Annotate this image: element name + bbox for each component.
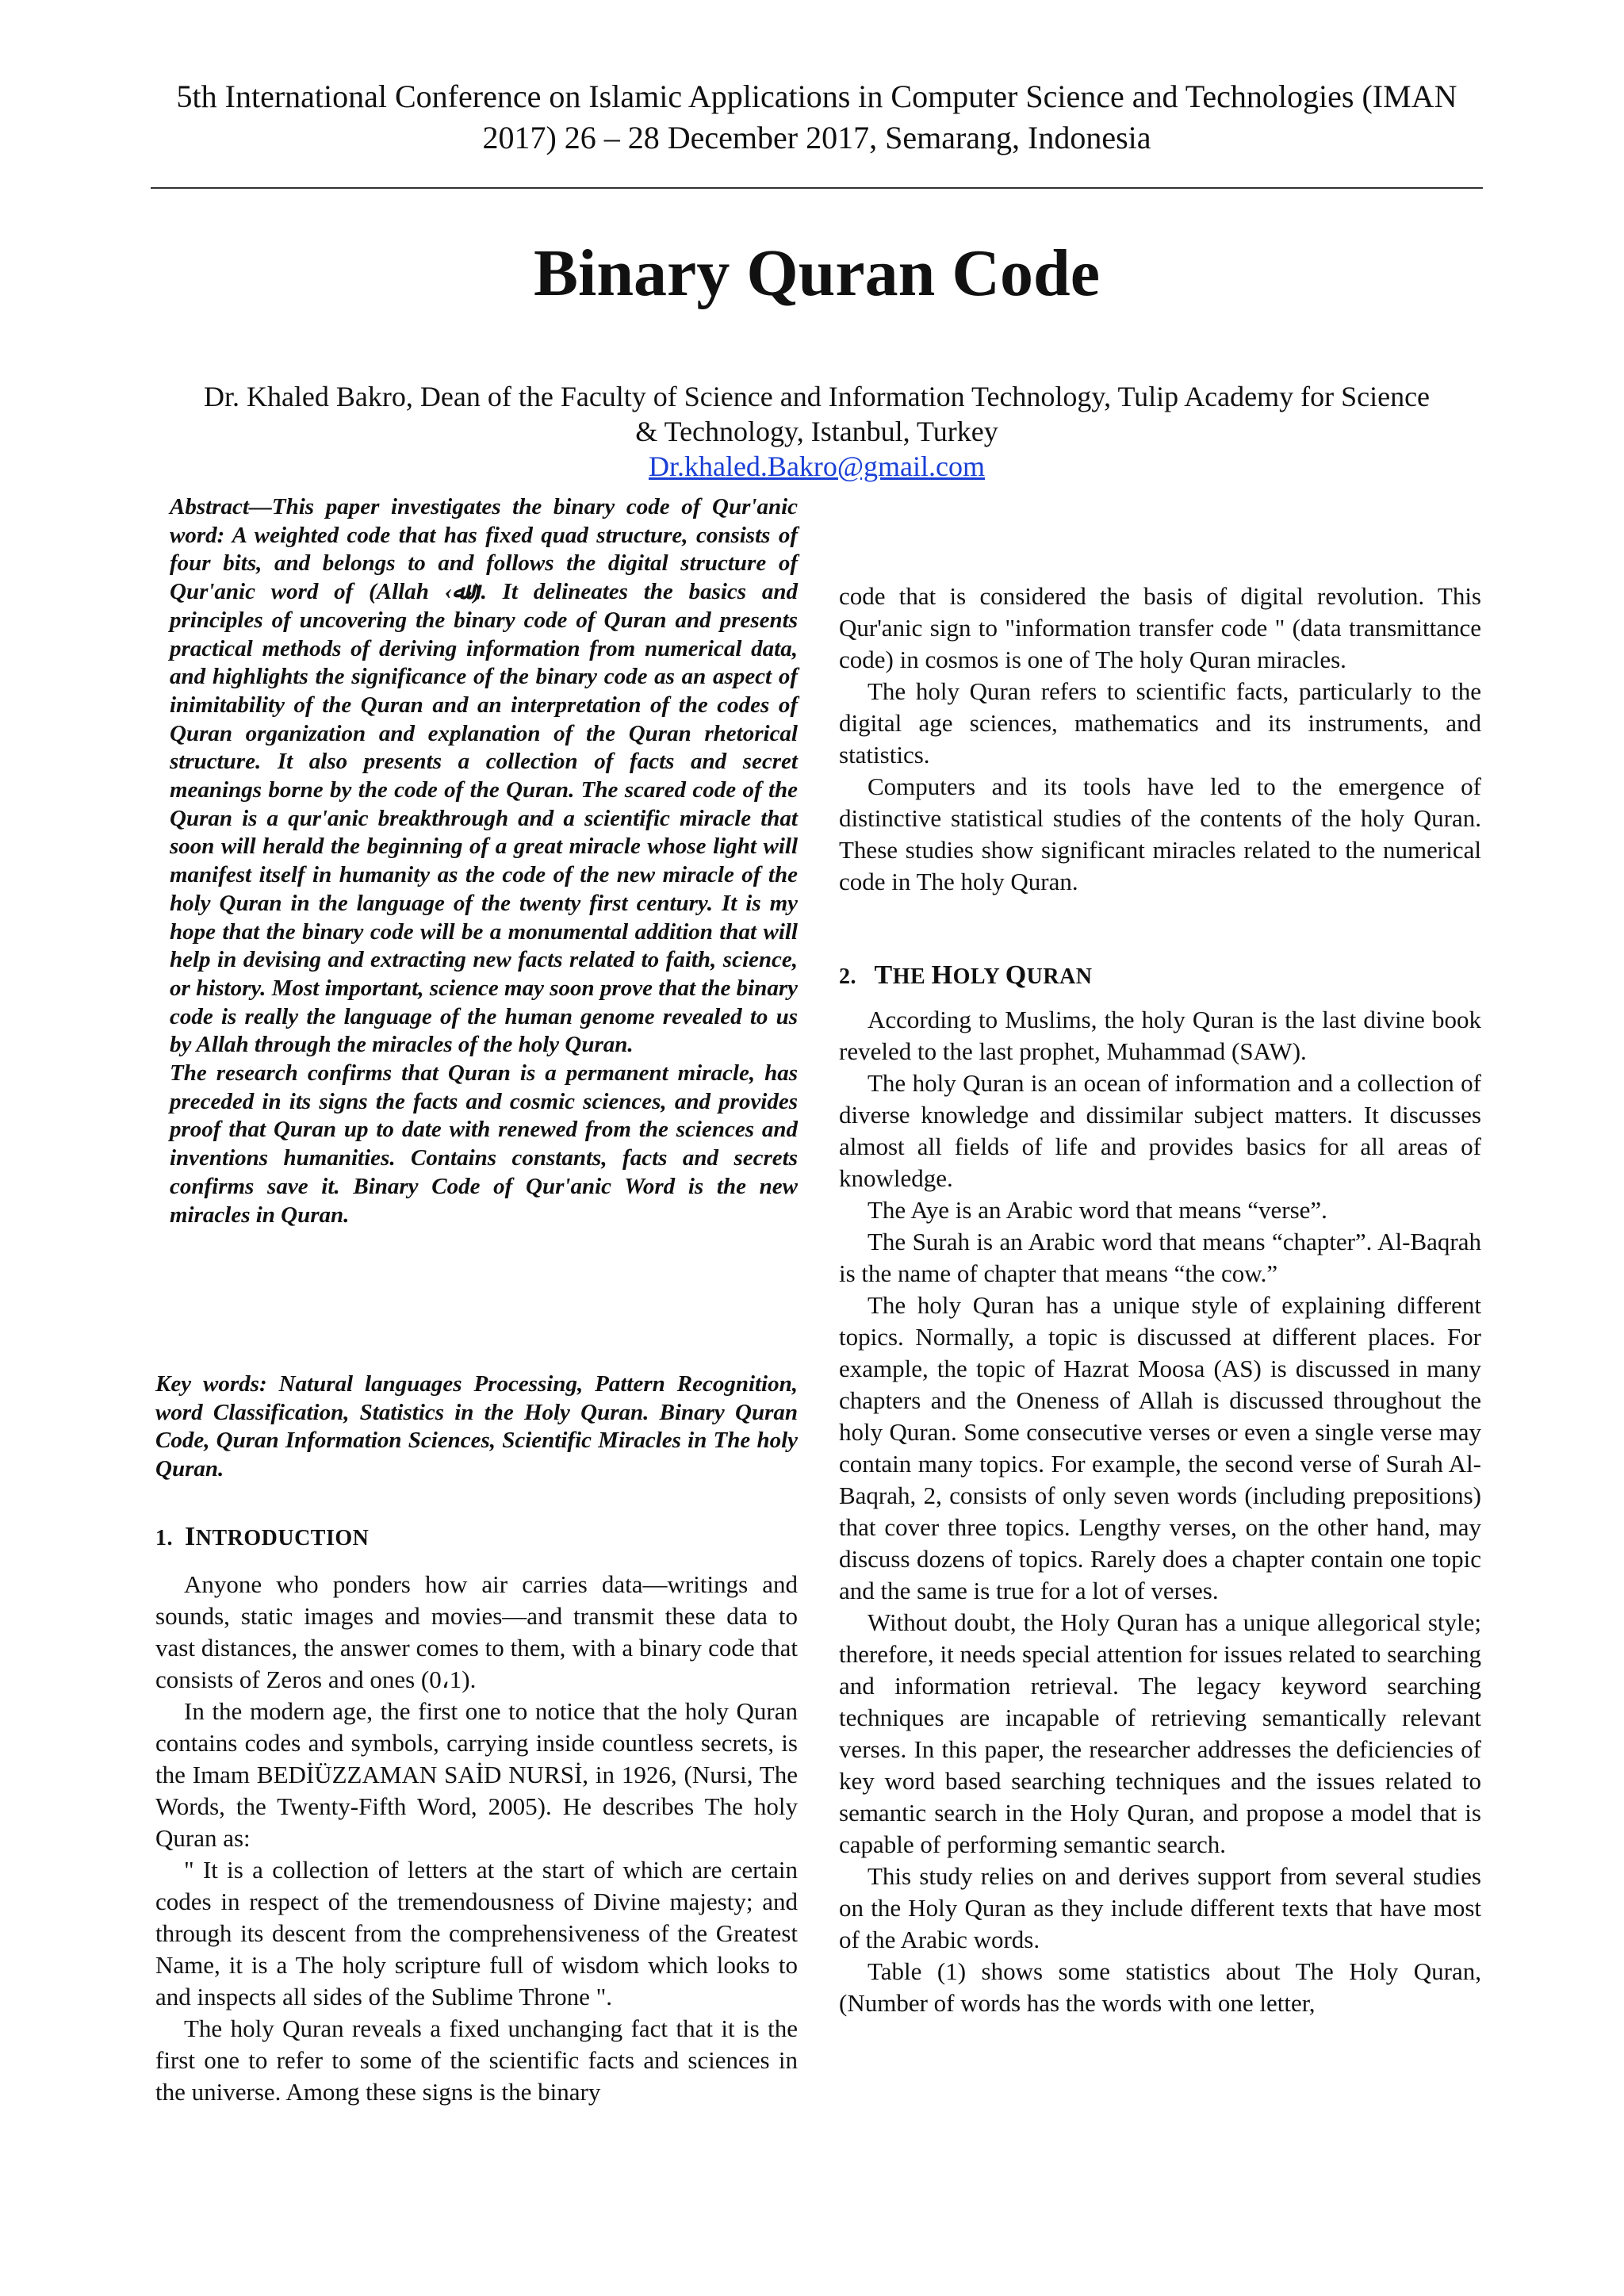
- section-heading-holy-quran: 2. THE HOLY QURAN: [839, 960, 1093, 990]
- body-paragraph: Anyone who ponders how air carries data—writings and sounds, static images and movies—and transmit these data to vast distances, the answer comes to them, with a binary code that consists of Zeros and ones (0،1).: [155, 1570, 798, 1693]
- author-affiliation-line1: Dr. Khaled Bakro, Dean of the Faculty of Science and Information Technology, Tulip Academy for Science: [203, 381, 1431, 412]
- body-paragraph: Computers and its tools have led to the emergence of distinctive statistical studies of the contents of the holy Quran. These studies show significant miracles related to the numerical code in The holy Quran.: [839, 772, 1481, 895]
- conference-header-line2: 2017) 26 – 28 December 2017, Semarang, Indonesia: [482, 120, 1151, 155]
- abstract-paragraph: The research confirms that Quran is a permanent miracle, has preceded in its signs the facts and cosmic sciences, and provides proof that Quran up to date with renewed from the sciences and inventions humanities. Contains constants, facts and secrets confirms save it. Binary Code of Qur'anic Word is the new miracles in Quran.: [170, 1060, 798, 1228]
- holy-quran-section: [839, 960, 1481, 2019]
- author-affiliation-line2: & Technology, Istanbul, Turkey: [635, 416, 998, 447]
- header-divider: [151, 187, 1483, 189]
- conference-header-line1: 5th International Conference on Islamic Applications in Computer Science and Technologies (IMAN: [176, 79, 1457, 114]
- body-paragraph: The Surah is an Arabic word that means “chapter”. Al-Baqrah is the name of chapter that means “the cow.”: [839, 1228, 1481, 1287]
- body-paragraph: Without doubt, the Holy Quran has a unique allegorical style; therefore, it needs special attention for issues related to searching and information retrieval. The legacy keyword searching techniques are incapable of retrieving semantically relevant verses. In this paper, the researcher addresses the deficiencies of key word based searching techniques and the issues related to semantic search in the Holy Quran, and propose a model that is capable of performing semantic search.: [839, 1608, 1481, 1858]
- right-column-top: [839, 581, 1481, 898]
- author-email-link[interactable]: Dr.khaled.Bakro@gmail.com: [648, 450, 986, 482]
- section-heading-introduction: 1. INTRODUCTION: [155, 1522, 370, 1551]
- keywords: [155, 1370, 798, 1483]
- body-paragraph: code that is considered the basis of digital revolution. This Qur'anic sign to "information transfer code " (data transmittance code) in cosmos is one of The holy Quran miracles.: [839, 582, 1481, 673]
- body-paragraph: The holy Quran reveals a fixed unchanging fact that it is the first one to refer to some of the scientific facts and sciences in the universe. Among these signs is the binary: [155, 2014, 798, 2106]
- body-paragraph: The holy Quran is an ocean of information and a collection of diverse knowledge and dissimilar subject matters. It discusses almost all fields of life and provides basics for all areas of knowledge.: [839, 1069, 1481, 1192]
- author-block: [151, 379, 1483, 484]
- body-paragraph: The holy Quran refers to scientific facts, particularly to the digital age sciences, mathematics and its instruments, and statistics.: [839, 677, 1481, 769]
- body-paragraph: According to Muslims, the holy Quran is the last divine book reveled to the last prophet, Muhammad (SAW).: [839, 1006, 1481, 1065]
- paper-title: Binary Quran Code: [533, 236, 1101, 310]
- conference-header: [151, 76, 1483, 159]
- body-paragraph: Table (1) shows some statistics about The Holy Quran, (Number of words has the words with one letter,: [839, 1957, 1481, 2017]
- abstract-paragraph: Abstract—This paper investigates the binary code of Qur'anic word: A weighted code that has fixed quad structure, consists of four bits, and belongs to and follows the digital structure of Qur'anic word of (Allah ‹ﷲ›). It delineates the basics and principles of uncovering the binary code of Quran and presents practical methods of deriving information from numerical data, and highlights the significance of the binary code as an aspect of inimitability of the Quran and an interpretation of the codes of Quran organization and explanation of the Quran rhetorical structure. It also presents a collection of facts and secret meanings borne by the code of the Quran. The scared code of the Quran is a qur'anic breakthrough and a scientific miracle that soon will herald the beginning of a great miracle whose light will manifest itself in humanity as the code of the new miracle of the holy Quran in the language of the twenty first century. It is my hope that the binary code will be a monumental addition that will help in devising and extracting new facts related to faith, science, or history. Most important, science may soon prove that the binary code is really the language of the human genome revealed to us by Allah through the miracles of the holy Quran.: [170, 494, 798, 1058]
- body-paragraph: The holy Quran has a unique style of explaining different topics. Normally, a topic is discussed at different places. For example, the topic of Hazrat Moosa (AS) is discussed in many chapters and the Oneness of Allah is discussed throughout the holy Quran. Some consecutive verses or even a single verse may contain many topics. For example, the second verse of Surah Al-Baqrah, 2, consists of only seven words (including prepositions) that cover three topics. Lengthy verses, on the other hand, may discuss dozens of topics. Rarely does a chapter contain one topic and the same is true for a lot of verses.: [839, 1291, 1481, 1604]
- keywords-text: Key words: Natural languages Processing, Pattern Recognition, word Classification, Statistics in the Holy Quran. Binary Quran Code, Quran Information Sciences, Scientific Miracles in The holy Quran.: [155, 1371, 798, 1481]
- section-number: 1.: [155, 1526, 173, 1550]
- body-paragraph: " It is a collection of letters at the start of which are certain codes in respect of the tremendousness of Divine majesty; and through its descent from the comprehensiveness of the Greatest Name, it is a The holy scripture full of wisdom which looks to and inspects all sides of the Sublime Throne ".: [155, 1856, 798, 2010]
- body-paragraph: In the modern age, the first one to notice that the holy Quran contains codes and symbols, carrying inside countless secrets, is the Imam BEDİÜZZAMAN SAİD NURSİ, in 1926, (Nursi, The Words, the Twenty-Fifth Word, 2005). He describes The holy Quran as:: [155, 1697, 798, 1852]
- abstract: [170, 493, 798, 1229]
- body-paragraph: The Aye is an Arabic word that means “verse”.: [868, 1196, 1327, 1224]
- section-number: 2.: [839, 964, 856, 989]
- body-paragraph: This study relies on and derives support from several studies on the Holy Quran as they include different texts that have most of the Arabic words.: [839, 1862, 1481, 1953]
- introduction-section: [155, 1521, 798, 2108]
